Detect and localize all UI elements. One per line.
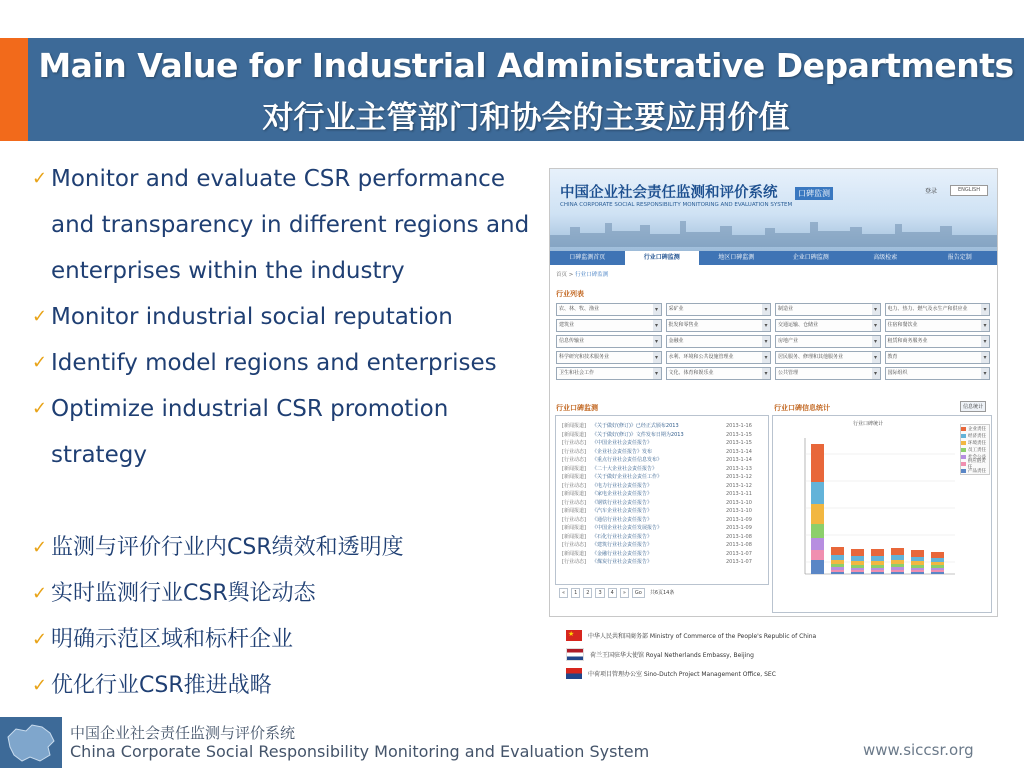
partner-label: 中华人民共和国商务部 Ministry of Commerce of the People's Republic of China [588, 633, 817, 640]
check-icon: ✓ [32, 629, 48, 650]
news-row[interactable] [556, 499, 768, 508]
legend-swatch [961, 469, 966, 473]
legend-item: 供应链责任 [961, 460, 989, 467]
pager-go-button[interactable]: Go [632, 588, 645, 598]
industry-select[interactable]: 教育 ▾ [885, 351, 991, 364]
news-title: 《二十大企业社会责任报告》 [592, 465, 658, 472]
footer-title-en: China Corporate Social Responsibility Monitoring and Evaluation System [70, 742, 650, 761]
pager-page[interactable]: 2 [583, 588, 592, 598]
partner-netherlands-embassy [566, 645, 996, 664]
system-title: 中国企业社会责任监测和评价系统 [560, 185, 778, 201]
slide-title-en: Main Value for Industrial Administrative Departments [38, 46, 1014, 85]
nav-tab-industry[interactable]: 行业口碑监测 [625, 251, 700, 265]
industry-select[interactable]: 农、林、牧、渔业 ▾ [556, 303, 662, 316]
news-tag: [新闻报道] [562, 474, 586, 480]
news-tag: [新闻报道] [562, 525, 586, 531]
chart-bar-segment [811, 550, 824, 560]
chart-bar-segment [911, 572, 924, 574]
skyline-graphic [550, 217, 997, 247]
nav-tab-region[interactable]: 地区口碑监测 [718, 254, 755, 261]
nav-tab-enterprise[interactable]: 企业口碑监测 [792, 254, 829, 261]
news-tag: [行业动态] [562, 499, 586, 506]
pager-last[interactable]: » [620, 588, 629, 598]
legend-swatch [961, 448, 966, 452]
news-tag: [行业动态] [562, 440, 586, 446]
banner-accent-bar [0, 38, 28, 141]
news-row[interactable] [556, 516, 768, 525]
chart-bar-segment [851, 561, 864, 565]
footer-map-logo [0, 717, 62, 768]
bullet-text: Identify model regions and enterprises [51, 350, 497, 376]
china-map-icon [0, 717, 62, 768]
bullet-item [32, 386, 521, 478]
section-title-news: 行业口碑监测 [556, 404, 598, 412]
login-label[interactable]: 登录 [925, 188, 938, 195]
chart-bar-segment [831, 570, 844, 572]
chart-bar-segment [811, 444, 824, 482]
bullet-item [32, 617, 552, 663]
chart-bar-segment [851, 565, 864, 568]
chart-bar-segment [831, 547, 844, 555]
check-icon: ✓ [32, 398, 48, 419]
chart-bar-segment [931, 565, 944, 568]
news-date: 2013-1-09 [726, 516, 752, 523]
chart-bar-segment [911, 565, 924, 568]
chart-bar-segment [871, 568, 884, 570]
industry-select[interactable]: 公共管理 ▾ [775, 367, 881, 380]
chart-bar-segment [831, 564, 844, 567]
industry-select[interactable]: 卫生和社会工作 ▾ [556, 367, 662, 380]
chart-bar-segment [851, 568, 864, 570]
nav-tab-home[interactable]: 口碑监测首页 [569, 254, 606, 261]
industry-select[interactable]: 文化、体育和娱乐业 ▾ [666, 367, 772, 380]
news-row[interactable] [556, 541, 768, 550]
industry-select[interactable]: 电力、热力、燃气及水生产和供应业 ▾ [885, 303, 991, 316]
check-icon: ✓ [32, 537, 48, 558]
news-date: 2013-1-07 [726, 559, 752, 565]
news-list-panel [555, 415, 769, 585]
netherlands-flag-icon [566, 648, 584, 661]
news-date: 2013-1-15 [726, 440, 752, 446]
chart-bar-segment [911, 570, 924, 572]
chart-bar-segment [871, 561, 884, 565]
news-title: 《企业社会责任报告》发布 [592, 448, 653, 455]
partner-logos [566, 626, 996, 683]
news-tag: [行业动态] [562, 482, 586, 489]
chart-bar-segment [931, 562, 944, 565]
language-select[interactable]: ENGLISH [950, 185, 988, 196]
news-date: 2013-1-07 [726, 550, 752, 557]
chart-bar-segment [911, 561, 924, 565]
news-tag: [新闻报道] [562, 465, 586, 472]
footer-title-zh: 中国企业社会责任监测与评价系统 [70, 724, 296, 742]
bullet-text: 明确示范区域和标杆企业 [51, 627, 294, 652]
legend-swatch [961, 441, 966, 445]
system-screenshot [549, 168, 998, 617]
chart-bar-segment [891, 567, 904, 570]
bullet-list-zh [32, 525, 552, 709]
chart-bar-segment [891, 570, 904, 572]
chart-legend [960, 424, 990, 475]
industry-select[interactable]: 科学研究和技术服务业 ▾ [556, 351, 662, 364]
stacked-bar-chart [775, 424, 960, 609]
news-title: 《建筑行业社会责任报告》 [592, 542, 653, 548]
chart-bar-segment [811, 560, 824, 574]
screenshot-nav [550, 251, 997, 265]
chart-bar-segment [831, 567, 844, 570]
pager-page[interactable]: 3 [595, 588, 604, 598]
news-tag: [新闻报道] [562, 431, 586, 438]
news-date: 2013-1-15 [726, 431, 752, 438]
industry-select[interactable]: 交通运输、仓储业 ▾ [775, 319, 881, 332]
chart-bar-segment [831, 555, 844, 560]
bullet-item [32, 340, 552, 386]
news-date: 2013-1-09 [726, 525, 752, 531]
chart-bar-segment [851, 549, 864, 556]
pager-first[interactable]: « [559, 588, 568, 598]
industry-select[interactable]: 房地产业 ▾ [775, 335, 881, 348]
bullet-item [32, 663, 552, 709]
chart-bar-segment [851, 570, 864, 572]
chart-bar-segment [931, 568, 944, 570]
chart-bar-segment [911, 557, 924, 561]
breadcrumb-prefix[interactable]: 首页 > [556, 272, 574, 278]
news-date: 2013-1-12 [726, 482, 752, 489]
industry-select[interactable]: 信息传输业 ▾ [556, 335, 662, 348]
industry-filter-grid [556, 303, 990, 380]
partner-sino-dutch-office [566, 664, 996, 683]
bullet-text: Monitor and evaluate CSR performance and transparency in different regions and enterprises within the industry [51, 166, 530, 284]
slide-title-zh: 对行业主管部门和协会的主要应用价值 [262, 100, 790, 136]
news-row[interactable] [556, 558, 768, 567]
news-tag: [行业动态] [562, 516, 586, 523]
partner-label: 荷兰王国驻华大使馆 Royal Netherlands Embassy, Beijing [590, 652, 754, 659]
news-title: 《关于做好(修订)》文件发布日期为2013 [592, 431, 684, 438]
news-date: 2013-1-10 [726, 508, 752, 514]
industry-select[interactable]: 金融业 ▾ [666, 335, 772, 348]
news-title: 《中国企业社会责任发展报告》 [592, 525, 663, 531]
news-tag: [行业动态] [562, 457, 586, 463]
news-title: 《关于做好(修订)》已经正式颁布2013 [592, 423, 679, 429]
chart-bar-segment [811, 524, 824, 538]
chart-bar-segment [871, 549, 884, 556]
china-flag-icon: ★ [566, 630, 582, 641]
news-title: 《金融行业社会责任报告》 [592, 550, 653, 557]
news-row[interactable] [556, 465, 768, 474]
news-tag: [行业动态] [562, 448, 586, 455]
news-title: 《汽车企业社会责任报告》 [592, 508, 653, 514]
legend-item: 企业责任 [961, 425, 989, 432]
stats-chart-panel [772, 415, 992, 613]
chart-bar-segment [891, 572, 904, 574]
news-date: 2013-1-10 [726, 499, 752, 506]
legend-item: 环境责任 [961, 439, 989, 446]
section-title-stats: 行业口碑信息统计 [774, 404, 830, 412]
bullet-text: 监测与评价行业内CSR绩效和透明度 [51, 535, 404, 560]
news-row[interactable] [556, 490, 768, 499]
chart-bar-segment [851, 572, 864, 574]
news-tag: [新闻报道] [562, 423, 586, 429]
news-title: 《煤炭行业社会责任报告》 [592, 559, 653, 565]
chart-bar-segment [891, 548, 904, 555]
legend-item: 社会公益 [961, 453, 989, 460]
chart-bar-segment [911, 568, 924, 570]
news-tag: [新闻报道] [562, 550, 586, 557]
news-title: 《关于做好企业社会责任工作》 [592, 474, 663, 480]
project-office-icon [566, 668, 582, 679]
legend-item: 产品责任 [961, 467, 989, 474]
bullet-text: Optimize industrial CSR promotion strategy [51, 396, 449, 468]
news-date: 2013-1-14 [726, 448, 752, 455]
stats-button[interactable]: 信息统计 [960, 401, 986, 412]
chart-bar-segment [811, 482, 824, 504]
news-tag: [行业动态] [562, 542, 586, 548]
footer-url[interactable]: www.siccsr.org [863, 741, 974, 759]
news-title: 《钢铁行业社会责任报告》 [592, 499, 653, 506]
pager-page[interactable]: 4 [608, 588, 617, 598]
industry-select[interactable]: 水利、环境和公共设施管理业 ▾ [666, 351, 772, 364]
nav-tab-report[interactable]: 报告定制 [947, 254, 972, 261]
news-title: 《中国企业社会责任报告》 [592, 440, 653, 446]
news-row[interactable] [556, 456, 768, 465]
chart-bar-segment [931, 570, 944, 572]
chart-bar-segment [931, 572, 944, 574]
bullet-text: Monitor industrial social reputation [51, 304, 453, 330]
check-icon: ✓ [32, 168, 48, 189]
chart-bar-segment [831, 560, 844, 564]
chart-bar-segment [931, 552, 944, 558]
breadcrumb [556, 270, 608, 278]
news-date: 2013-1-16 [726, 423, 752, 429]
partner-label: 中荷项目管理办公室 Sino-Dutch Project Management Office, SEC [588, 671, 776, 678]
bullet-item [32, 571, 552, 617]
pager-page[interactable]: 1 [571, 588, 580, 598]
news-date: 2013-1-14 [726, 457, 752, 463]
news-row[interactable] [556, 550, 768, 559]
news-row[interactable] [556, 448, 768, 457]
bullet-item [32, 294, 552, 340]
section-title-filters: 行业列表 [556, 290, 584, 298]
chart-bar-segment [931, 558, 944, 562]
chart-bar-segment [891, 564, 904, 567]
news-tag: [新闻报道] [562, 491, 586, 497]
news-date: 2013-1-11 [726, 491, 752, 497]
system-subtitle: CHINA CORPORATE SOCIAL RESPONSIBILITY MONITORING AND EVALUATION SYSTEM [560, 202, 793, 208]
news-date: 2013-1-08 [726, 542, 752, 548]
check-icon: ✓ [32, 306, 48, 327]
legend-swatch [961, 462, 966, 466]
industry-select[interactable]: 制造业 ▾ [775, 303, 881, 316]
bullet-item [32, 525, 552, 571]
news-row[interactable] [556, 422, 768, 431]
news-date: 2013-1-08 [726, 533, 752, 540]
chart-bar-segment [811, 504, 824, 524]
news-title: 《重点行业社会责任信息发布》 [592, 457, 663, 463]
news-row[interactable] [556, 482, 768, 491]
news-title: 《通信行业社会责任报告》 [592, 516, 653, 523]
chart-caption: 行业口碑统计 [853, 421, 884, 427]
nav-tab-search[interactable]: 高级检索 [873, 254, 898, 261]
check-icon: ✓ [32, 352, 48, 373]
chart-bar-segment [891, 560, 904, 564]
chart-bar-segment [871, 556, 884, 561]
news-row[interactable] [556, 473, 768, 482]
news-list [556, 416, 768, 567]
news-date: 2013-1-12 [726, 474, 752, 480]
news-row[interactable] [556, 439, 768, 448]
news-title: 《家电企业社会责任报告》 [592, 491, 653, 497]
news-row[interactable] [556, 524, 768, 533]
industry-select[interactable]: 采矿业 ▾ [666, 303, 772, 316]
chart-bar-segment [851, 556, 864, 561]
legend-swatch [961, 427, 966, 431]
news-row[interactable] [556, 533, 768, 542]
chart-bar-segment [871, 570, 884, 572]
bullet-item [32, 156, 551, 294]
chart-bar-segment [891, 555, 904, 560]
partner-mofcom [566, 626, 996, 645]
chart-bar-segment [811, 538, 824, 550]
news-tag: [新闻报道] [562, 533, 586, 540]
legend-swatch [961, 455, 966, 459]
industry-select[interactable]: 建筑业 ▾ [556, 319, 662, 332]
news-row[interactable] [556, 431, 768, 440]
news-tag: [行业动态] [562, 559, 586, 565]
industry-select[interactable]: 租赁和商务服务业 ▾ [885, 335, 991, 348]
bullet-text: 实时监测行业CSR舆论动态 [51, 581, 316, 606]
breadcrumb-current: 行业口碑监测 [575, 272, 609, 278]
industry-select[interactable]: 居民服务、修理和其他服务业 ▾ [775, 351, 881, 364]
check-icon: ✓ [32, 675, 48, 696]
screenshot-header [550, 169, 997, 251]
legend-item: 员工责任 [961, 446, 989, 453]
module-badge: 口碑监测 [795, 187, 833, 200]
bullet-text: 优化行业CSR推进战略 [51, 673, 272, 698]
legend-swatch [961, 434, 966, 438]
pagination [555, 587, 771, 599]
bullet-list-en [32, 156, 552, 478]
chart-bar-segment [831, 572, 844, 574]
chart-bar-segment [871, 572, 884, 574]
chart-bar-segment [911, 550, 924, 557]
industry-select[interactable]: 批发和零售业 ▾ [666, 319, 772, 332]
industry-select[interactable]: 住宿和餐饮业 ▾ [885, 319, 991, 332]
news-tag: [新闻报道] [562, 508, 586, 514]
chart-bar-segment [871, 565, 884, 568]
pager-summary: 共6页14条 [649, 590, 675, 596]
industry-select[interactable]: 国际组织 ▾ [885, 367, 991, 380]
legend-item: 经济责任 [961, 432, 989, 439]
check-icon: ✓ [32, 583, 48, 604]
news-row[interactable] [556, 507, 768, 516]
news-date: 2013-1-13 [726, 465, 752, 472]
news-title: 《石化行业社会责任报告》 [592, 533, 653, 540]
news-title: 《电力行业社会责任报告》 [592, 482, 653, 489]
